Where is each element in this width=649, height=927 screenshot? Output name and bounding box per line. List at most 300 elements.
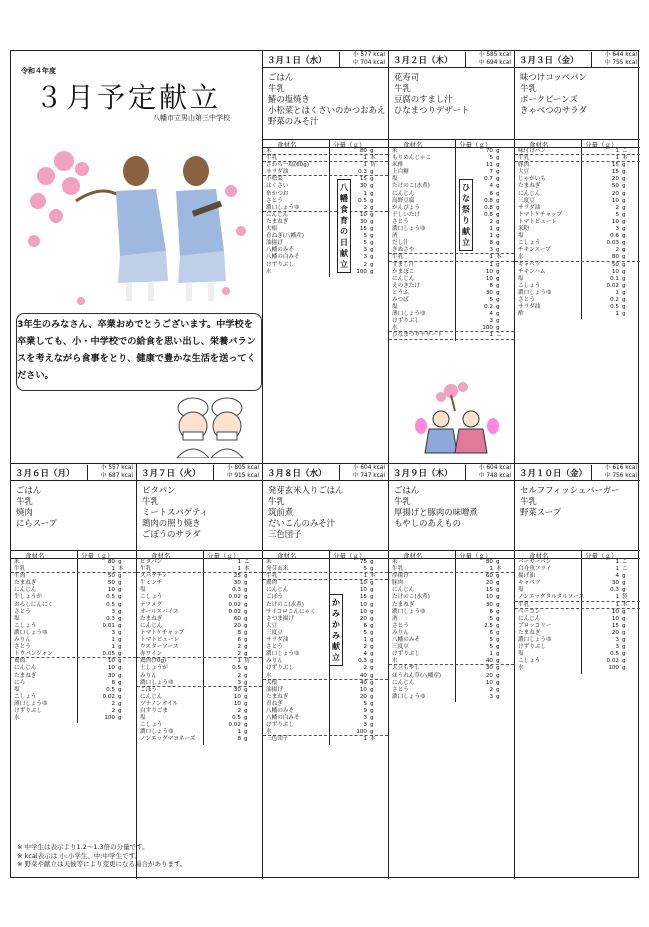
- ingredient-row: [515, 162, 640, 169]
- ingredient-name: ごぼう: [266, 594, 283, 601]
- dish-item: もやしのあえもの: [394, 518, 461, 528]
- ingredient-qty: 0.05: [102, 651, 115, 658]
- ingredient-row: [11, 701, 136, 708]
- ingredient-table-header: [11, 550, 136, 559]
- ingredient-qty: 10: [611, 197, 619, 204]
- ingredient-row: [515, 580, 640, 587]
- tag-char: 祭: [462, 205, 470, 214]
- student-left: [116, 156, 168, 301]
- ingredient-qty: 5: [489, 615, 493, 622]
- ingredient-row: [389, 318, 514, 325]
- ingredient-unit: g: [496, 226, 500, 233]
- ingredient-name: じゃがいも: [518, 176, 546, 183]
- ingredient-qty: 10: [107, 658, 115, 665]
- ingredient-name: 糸かつお: [266, 190, 289, 197]
- ingredient-name: 濃口しょうゆ: [140, 679, 174, 686]
- ingredient-unit: g: [370, 729, 374, 736]
- ingredient-qty: 10: [611, 268, 619, 275]
- ingredient-name: 厚揚げ: [392, 573, 409, 580]
- ingredient-qty: 80: [485, 559, 493, 565]
- ingredient-row: [137, 736, 262, 743]
- qty-col-header: 分量（ｇ）: [459, 141, 492, 149]
- ingredient-name: 濃口しょうゆ: [392, 693, 426, 700]
- ingredient-table: [263, 139, 388, 276]
- day-menu: [515, 51, 640, 463]
- ingredient-row: [389, 687, 514, 694]
- dish-item: 鰆の塩焼き: [268, 94, 310, 104]
- tag-char: 幡: [340, 194, 348, 203]
- ingredient-row: [11, 566, 136, 573]
- ingredient-unit: g: [370, 587, 374, 594]
- ingredient-row: [389, 226, 514, 233]
- ingredient-name: トマトケチャップ: [140, 629, 185, 636]
- ingredient-col-header: 食材名: [277, 141, 297, 149]
- ingredient-name: 大根: [266, 226, 278, 233]
- ingredient-row: [515, 297, 640, 304]
- kcal-sho: 616: [612, 465, 624, 471]
- ingredient-unit: g: [118, 622, 122, 629]
- ingredient-unit: g: [370, 594, 374, 601]
- ingredient-unit: g: [622, 644, 626, 651]
- day-header: [263, 464, 388, 481]
- ingredient-qty: 1: [111, 566, 115, 573]
- ingredient-table-header: [389, 139, 514, 148]
- ingredient-unit: g: [496, 261, 500, 268]
- ingredient-row: [389, 276, 514, 283]
- ingredient-row: [137, 594, 262, 601]
- qty-col-header: 分量（ｇ）: [459, 552, 492, 560]
- kcal-sho-label: 小: [100, 465, 107, 471]
- day-header: [263, 51, 388, 68]
- ingredient-col-header: 食材名: [529, 141, 549, 149]
- ingredient-row: [389, 609, 514, 616]
- ingredient-qty: 10: [107, 665, 115, 672]
- ingredient-qty: 1: [615, 311, 619, 318]
- ingredient-name: 白身魚フライ: [518, 566, 552, 573]
- ingredient-row: [263, 665, 388, 672]
- dish-item: ごはん: [268, 72, 294, 82]
- special-menu-tag: [329, 594, 343, 666]
- ingredient-qty: 5: [363, 629, 367, 636]
- ingredient-name: 濃口しょうゆ: [518, 637, 552, 644]
- ingredient-row: [389, 594, 514, 601]
- ingredient-row: [515, 594, 640, 601]
- ingredient-name: 八幡の白みそ: [266, 254, 300, 261]
- ingredient-row: [389, 198, 514, 205]
- dish-item: ごはん: [16, 485, 42, 495]
- ingredient-name: 鶏肉: [14, 658, 26, 665]
- ingredient-row: [389, 616, 514, 623]
- ingredient-row: [515, 276, 640, 283]
- day-header: [11, 464, 136, 481]
- ingredient-qty: 10: [611, 615, 619, 622]
- tag-char: 食: [340, 205, 348, 214]
- ingredient-row: [263, 736, 388, 743]
- ingredient-qty: 0.8: [484, 211, 493, 218]
- dish-item: ごはん: [394, 485, 420, 495]
- ingredient-name: さつま揚げ: [266, 615, 294, 622]
- ingredient-name: おろしにんにく: [14, 601, 54, 608]
- ingredient-row: [389, 191, 514, 198]
- ingredient-name: ベーコン: [518, 608, 541, 615]
- ingredient-qty: 1: [615, 155, 619, 162]
- ingredient-qty: 2: [237, 644, 241, 651]
- ingredient-qty: 3: [489, 318, 493, 325]
- ingredient-unit: g: [496, 622, 500, 629]
- ingredient-unit: g: [118, 601, 122, 608]
- ingredient-row: [389, 602, 514, 609]
- ingredient-unit: g: [622, 651, 626, 658]
- tag-char: 献: [332, 642, 340, 651]
- ingredient-row: [515, 665, 640, 672]
- ingredient-unit: g: [496, 197, 500, 204]
- ingredient-name: 米: [392, 148, 398, 154]
- ingredient-row: [389, 262, 514, 269]
- ingredient-qty: 15: [611, 162, 619, 169]
- ingredient-row: [515, 290, 640, 297]
- ingredient-qty: 1: [615, 289, 619, 296]
- kcal-chu: 694: [486, 60, 498, 66]
- ingredient-qty: 1: [615, 566, 619, 573]
- ingredient-unit: g: [622, 261, 626, 268]
- ingredient-unit: g: [496, 637, 500, 644]
- ingredient-qty: 1: [237, 658, 241, 665]
- kcal-values: [353, 464, 385, 480]
- kcal-unit: kcal: [625, 60, 637, 66]
- ingredient-unit: g: [244, 594, 248, 601]
- ingredient-row: [11, 609, 136, 616]
- ingredient-unit: g: [496, 275, 500, 282]
- ingredient-qty: 10: [485, 275, 493, 282]
- ingredient-table-header: [263, 139, 388, 148]
- ingredient-row: [263, 609, 388, 616]
- ingredient-row: [389, 651, 514, 658]
- ingredient-name: 発芽玄米: [266, 566, 289, 573]
- ingredient-unit: g: [496, 218, 500, 225]
- dish-item: だいこんのみそ汁: [268, 518, 335, 528]
- ingredient-unit: g: [622, 587, 626, 594]
- ingredient-qty: 1: [489, 233, 493, 240]
- ingredient-unit: g: [118, 707, 122, 714]
- ingredient-qty: 3: [615, 226, 619, 233]
- dish-item: 牛乳: [16, 496, 33, 506]
- ingredient-unit: g: [622, 268, 626, 275]
- ingredient-name: 干しいたけ: [392, 211, 420, 218]
- ingredient-row: [263, 573, 388, 580]
- ingredient-qty: 1: [363, 736, 367, 743]
- ingredient-unit: g: [118, 615, 122, 622]
- ingredient-name: にんじん: [392, 275, 415, 282]
- ingredient-row: [389, 297, 514, 304]
- ingredient-row: [515, 198, 640, 205]
- tag-char: り: [462, 216, 470, 225]
- ingredient-qty: 8: [237, 629, 241, 636]
- dish-list: [394, 72, 469, 116]
- kcal-chu: 704: [360, 60, 372, 66]
- ingredient-name: たまねぎ: [266, 218, 289, 225]
- ingredient-qty: 10: [359, 580, 367, 587]
- kcal-unit: kcal: [121, 465, 133, 471]
- ingredient-qty: 1: [363, 162, 367, 169]
- ingredient-qty: 5: [489, 155, 493, 162]
- qty-col-header: 分量（ｇ）: [207, 552, 240, 560]
- ingredient-name: 水: [266, 672, 272, 679]
- ingredient-qty: 0.02: [228, 594, 241, 601]
- kcal-unit: kcal: [499, 52, 511, 58]
- ingredient-unit: g: [496, 580, 500, 587]
- ingredient-row: [515, 283, 640, 290]
- ingredient-qty: 1: [489, 261, 493, 268]
- ingredient-row: [11, 651, 136, 658]
- ingredient-unit: g: [118, 651, 122, 658]
- kcal-unit: kcal: [373, 465, 385, 471]
- ingredient-unit: g: [118, 559, 122, 565]
- ingredient-name: こしょう: [518, 240, 541, 247]
- dish-item: ひなまつりデザート: [394, 105, 470, 115]
- ingredient-unit: g: [496, 601, 500, 608]
- ingredient-qty: 7: [489, 169, 493, 176]
- day-menu: [263, 51, 388, 463]
- dish-item: ミートスパゲティ: [142, 507, 209, 517]
- ingredient-name: 濃口しょうゆ: [518, 289, 552, 296]
- ingredient-qty: 5: [489, 644, 493, 651]
- ingredient-qty: 30: [485, 601, 493, 608]
- ingredient-name: さわら一塩(60g): [266, 162, 310, 169]
- qty-col-header: 分量（ｇ）: [585, 141, 618, 149]
- ingredient-unit: g: [370, 672, 374, 679]
- ingredient-name: トウバンジャン: [14, 651, 53, 658]
- ingredient-name: トマトケチャップ: [518, 211, 563, 218]
- ingredient-name: トマトピューレ: [140, 637, 180, 644]
- page-title: ３月予定献立: [35, 81, 222, 114]
- ingredient-unit: こ: [622, 148, 628, 154]
- ingredient-row: [263, 205, 388, 212]
- ingredient-row: [11, 623, 136, 630]
- ingredient-qty: 2: [489, 686, 493, 693]
- ingredient-name: もりめんじゃこ: [392, 155, 432, 162]
- ingredient-name: 濃口しょうゆ: [266, 204, 300, 211]
- ingredient-unit: g: [496, 325, 500, 332]
- ingredient-row: [137, 609, 262, 616]
- ingredient-name: こしょう: [140, 594, 163, 601]
- ingredient-table-header: [263, 550, 388, 559]
- ingredient-qty: 30: [233, 580, 241, 587]
- ingredient-qty: 20: [485, 580, 493, 587]
- ingredient-unit: g: [370, 559, 374, 565]
- ingredient-name: 油揚げ: [266, 686, 283, 693]
- ingredient-name: 大豆もやし: [392, 665, 420, 672]
- ingredient-qty: 4: [615, 573, 619, 580]
- tag-char: な: [462, 194, 470, 203]
- qty-col-header: 分量（ｇ）: [585, 552, 618, 560]
- ingredient-qty: 15: [359, 176, 367, 183]
- dish-item: 花寿司: [394, 72, 420, 82]
- dish-list: [520, 485, 620, 518]
- ingredient-unit: g: [622, 573, 626, 580]
- kcal-sho: 604: [486, 465, 498, 471]
- tag-char: か: [332, 620, 340, 629]
- ingredient-name: 米粉: [518, 226, 530, 233]
- ingredient-qty: 20: [611, 176, 619, 183]
- ingredient-name: にんじん: [266, 211, 289, 218]
- ingredient-qty: 0.5: [610, 304, 619, 311]
- ingredient-unit: g: [118, 573, 122, 580]
- ingredient-row: [263, 701, 388, 708]
- ingredient-name: にんじん: [518, 615, 541, 622]
- kcal-chu-label: 中: [604, 473, 611, 479]
- ingredient-name: にんじん: [14, 587, 37, 594]
- qty-col-header: 分量（ｇ）: [333, 552, 366, 560]
- ingredient-unit: g: [118, 679, 122, 686]
- ingredient-qty: 5: [363, 240, 367, 247]
- ingredient-name: サラダ油: [266, 169, 289, 176]
- ingredient-row: [263, 722, 388, 729]
- ingredient-unit: 本: [496, 254, 502, 261]
- ingredient-qty: 30: [359, 183, 367, 190]
- day-date: ３月７日（火）: [141, 469, 201, 479]
- ingredient-unit: g: [496, 615, 500, 622]
- dish-item: 豆腐のすまし汁: [394, 94, 453, 104]
- ingredient-name: 三色団子: [266, 736, 289, 743]
- ingredient-unit: g: [244, 707, 248, 714]
- ingredient-unit: g: [622, 282, 626, 289]
- ingredient-qty: 0.02: [606, 282, 619, 289]
- ingredient-unit: g: [370, 715, 374, 722]
- tag-char: ひ: [462, 183, 470, 192]
- ingredient-qty: 3: [363, 247, 367, 254]
- ingredient-row: [263, 219, 388, 226]
- ingredient-qty: 2: [237, 651, 241, 658]
- ingredient-qty: 3: [615, 637, 619, 644]
- fiscal-year: 令和４年度: [21, 67, 56, 75]
- ingredient-qty: 2: [363, 665, 367, 672]
- ingredient-qty: 4: [489, 311, 493, 318]
- ingredient-name: 八幡のみそ: [392, 637, 420, 644]
- ingredient-unit: g: [622, 304, 626, 311]
- ingredient-name: ナツメグ: [140, 601, 163, 608]
- kcal-chu-label: 中: [226, 473, 233, 479]
- ingredient-col-header: 食材名: [25, 552, 45, 560]
- ingredient-row: [11, 715, 136, 722]
- ingredient-qty: 0.3: [106, 615, 115, 622]
- ingredient-qty: 3: [111, 608, 115, 615]
- ingredient-unit: g: [622, 183, 626, 190]
- ingredient-qty: 1: [111, 644, 115, 651]
- ingredient-qty: 30: [107, 672, 115, 679]
- ingredient-name: ひなまつりデザート: [392, 332, 443, 339]
- ingredient-name: たまねぎ: [392, 601, 415, 608]
- ingredient-unit: 切: [244, 658, 250, 665]
- ingredient-name: 水: [266, 268, 272, 275]
- ingredient-unit: g: [370, 608, 374, 615]
- ingredient-unit: g: [244, 722, 248, 729]
- ingredient-row: [389, 623, 514, 630]
- dish-item: 鶏肉の照り焼き: [142, 518, 201, 528]
- ingredient-qty: 2: [237, 672, 241, 679]
- ingredient-row: [263, 594, 388, 601]
- ingredient-qty: 10: [233, 700, 241, 707]
- ingredient-qty: 10: [611, 218, 619, 225]
- ingredient-qty: 0.5: [232, 715, 241, 722]
- ingredient-name: チキンハム: [518, 268, 546, 275]
- ingredient-name: けずりぶし: [266, 261, 294, 268]
- ingredient-name: 牛ミンチ: [140, 580, 163, 587]
- ingredient-name: けずりぶし: [392, 318, 420, 325]
- ingredient-qty: 0.02: [228, 608, 241, 615]
- ingredient-qty: 15: [359, 226, 367, 233]
- ingredient-qty: 1: [237, 566, 241, 573]
- ingredient-qty: 10: [359, 601, 367, 608]
- kcal-chu-label: 中: [100, 473, 107, 479]
- ingredient-qty: 3: [237, 679, 241, 686]
- day-date: ３月２日（木）: [393, 56, 453, 66]
- ingredient-name: 牛乳: [266, 573, 278, 580]
- ingredient-name: 鶏肉(70g): [140, 658, 167, 665]
- ingredient-name: たまねぎ: [14, 580, 37, 587]
- ingredient-qty: 1: [237, 729, 241, 736]
- kcal-sho-label: 小: [352, 465, 359, 471]
- ingredient-row: [389, 665, 514, 672]
- student-right: [176, 156, 226, 301]
- dish-item: 牛乳: [520, 83, 537, 93]
- ingredient-unit: g: [244, 729, 248, 736]
- kcal-chu-label: 中: [352, 60, 359, 66]
- ingredient-unit: g: [496, 247, 500, 254]
- ingredient-unit: g: [118, 693, 122, 700]
- ingredient-qty: 70: [485, 148, 493, 154]
- ingredient-name: にんじん: [266, 587, 289, 594]
- ingredient-name: 八幡のみそ: [266, 707, 294, 714]
- ingredient-unit: g: [244, 644, 248, 651]
- kcal-unit: kcal: [499, 60, 511, 66]
- ingredient-qty: 0.5: [358, 197, 367, 204]
- ingredient-name: たまねぎ: [14, 672, 37, 679]
- kcal-sho-label: 小: [226, 465, 233, 471]
- ingredient-unit: g: [244, 672, 248, 679]
- ingredient-row: [11, 594, 136, 601]
- ingredient-row: [263, 708, 388, 715]
- ingredient-unit: 本: [244, 566, 250, 573]
- ingredient-qty: 80: [359, 148, 367, 154]
- ingredient-name: スパゲティ: [140, 573, 168, 580]
- ingredient-name: 鶏肉: [266, 580, 278, 587]
- ingredient-unit: g: [496, 190, 500, 197]
- kcal-unit: kcal: [373, 52, 385, 58]
- ingredient-qty: 0.2: [484, 304, 493, 311]
- ingredient-table: [11, 550, 136, 722]
- ingredient-row: [263, 212, 388, 219]
- ingredient-name: けずりぶし: [518, 644, 546, 651]
- kcal-values: [101, 464, 133, 480]
- ingredient-unit: g: [622, 218, 626, 225]
- ingredient-row: [515, 311, 640, 318]
- note: ※ 中学生は表示より1.2～1.3倍の分量です。: [17, 843, 149, 851]
- ingredient-name: にんじん: [392, 679, 415, 686]
- ingredient-name: 塩: [140, 715, 146, 722]
- ingredient-row: [515, 616, 640, 623]
- ingredient-unit: g: [118, 587, 122, 594]
- ingredient-qty: 3: [363, 254, 367, 261]
- ingredient-row: [389, 680, 514, 687]
- ingredient-name: 濃口しょうゆ: [14, 629, 48, 636]
- ingredient-unit: g: [370, 233, 374, 240]
- ingredient-qty: 20: [611, 629, 619, 636]
- ingredient-name: ツナノンオイル: [140, 700, 179, 707]
- ingredient-name: さとう: [392, 622, 409, 629]
- ingredient-name: 牛乳: [518, 601, 530, 608]
- ingredient-unit: g: [496, 665, 500, 672]
- ingredient-qty: 6: [489, 629, 493, 636]
